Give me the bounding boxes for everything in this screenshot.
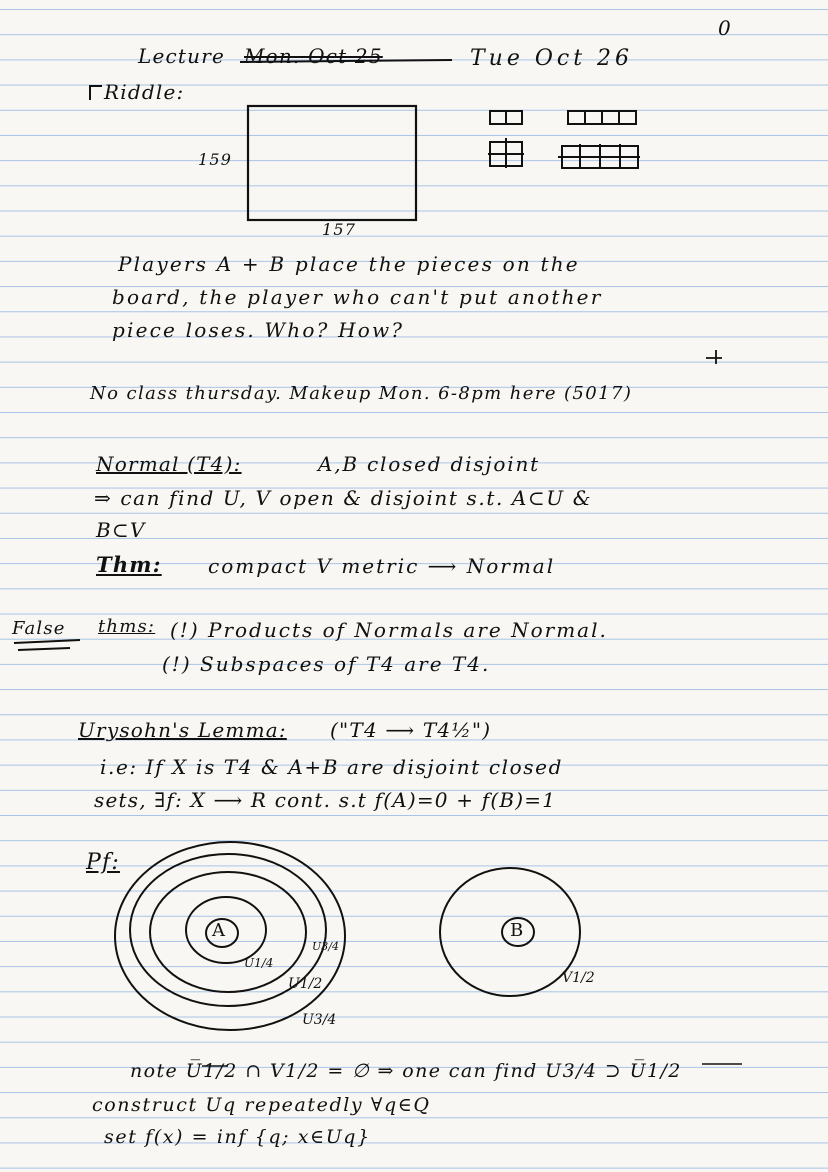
u-three-quarter-small-label: U3/4	[312, 940, 339, 953]
false-label: False	[12, 618, 66, 639]
urysohn-paren: ("T4 ⟶ T4½")	[330, 718, 492, 742]
lecture-label: Lecture	[138, 44, 226, 68]
thm-statement: compact V metric ⟶ Normal	[208, 554, 556, 578]
proof-construct: construct Uq repeatedly ∀q∈Q	[92, 1094, 431, 1116]
urysohn-line-1: i.e: If X is T4 & A+B are disjoint closed	[100, 755, 563, 779]
false-thm-1: (!) Products of Normals are Normal.	[170, 618, 608, 642]
page-number: 0	[718, 16, 732, 40]
proof-label: Pf:	[86, 850, 120, 875]
proof-set: set f(x) = inf {q; x∈Uq}	[104, 1126, 371, 1148]
riddle-line-2: board, the player who can't put another	[112, 285, 603, 309]
riddle-line-3: piece loses. Who? How?	[112, 318, 405, 342]
circle-b-label: B	[510, 920, 525, 941]
urysohn-line-2: sets, ∃f: X ⟶ R cont. s.t f(A)=0 + f(B)=1	[94, 788, 557, 812]
no-class-note: No class thursday. Makeup Mon. 6-8pm here (5017)	[90, 383, 633, 404]
board-rectangle	[248, 106, 416, 220]
lecture-date: Tue Oct 26	[470, 46, 634, 71]
normal-line-2: ⇒ can find U, V open & disjoint s.t. A⊂U &	[94, 486, 593, 510]
normal-term: Normal (T4):	[96, 452, 242, 476]
bracket-mark	[90, 86, 102, 100]
thm-label: Thm:	[96, 552, 162, 577]
riddle-line-1: Players A + B place the pieces on the	[118, 252, 580, 276]
nested-circles-A	[115, 842, 345, 1030]
false-underline	[14, 640, 80, 650]
false-label-thms: thms:	[98, 616, 156, 637]
tick-mark	[706, 350, 722, 364]
board-side-label: 159	[198, 150, 233, 169]
normal-line-1: A,B closed disjoint	[318, 452, 540, 476]
false-thm-2: (!) Subspaces of T4 are T4.	[162, 652, 491, 676]
piece-2x1	[490, 111, 522, 124]
urysohn-title: Urysohn's Lemma:	[78, 718, 287, 742]
piece-2x2	[488, 138, 524, 168]
piece-4x1	[568, 111, 636, 124]
u-quarter-label: U1/4	[244, 956, 274, 970]
riddle-title: Riddle:	[104, 80, 185, 104]
v-half-label: V1/2	[562, 970, 595, 986]
piece-4x2	[558, 144, 640, 168]
proof-note: note U̅1/2 ∩ V1/2 = ∅ ⇒ one can find U3/4 ⊃ U̅1/2	[130, 1060, 682, 1082]
normal-line-3: B⊂V	[96, 518, 146, 542]
u-three-quarter-label: U3/4	[302, 1012, 337, 1028]
u-half-label: U1/2	[288, 976, 323, 992]
board-bottom-label: 157	[322, 220, 357, 239]
circle-a-label: A	[212, 920, 227, 941]
struck-date: Mon. Oct 25	[244, 44, 383, 68]
